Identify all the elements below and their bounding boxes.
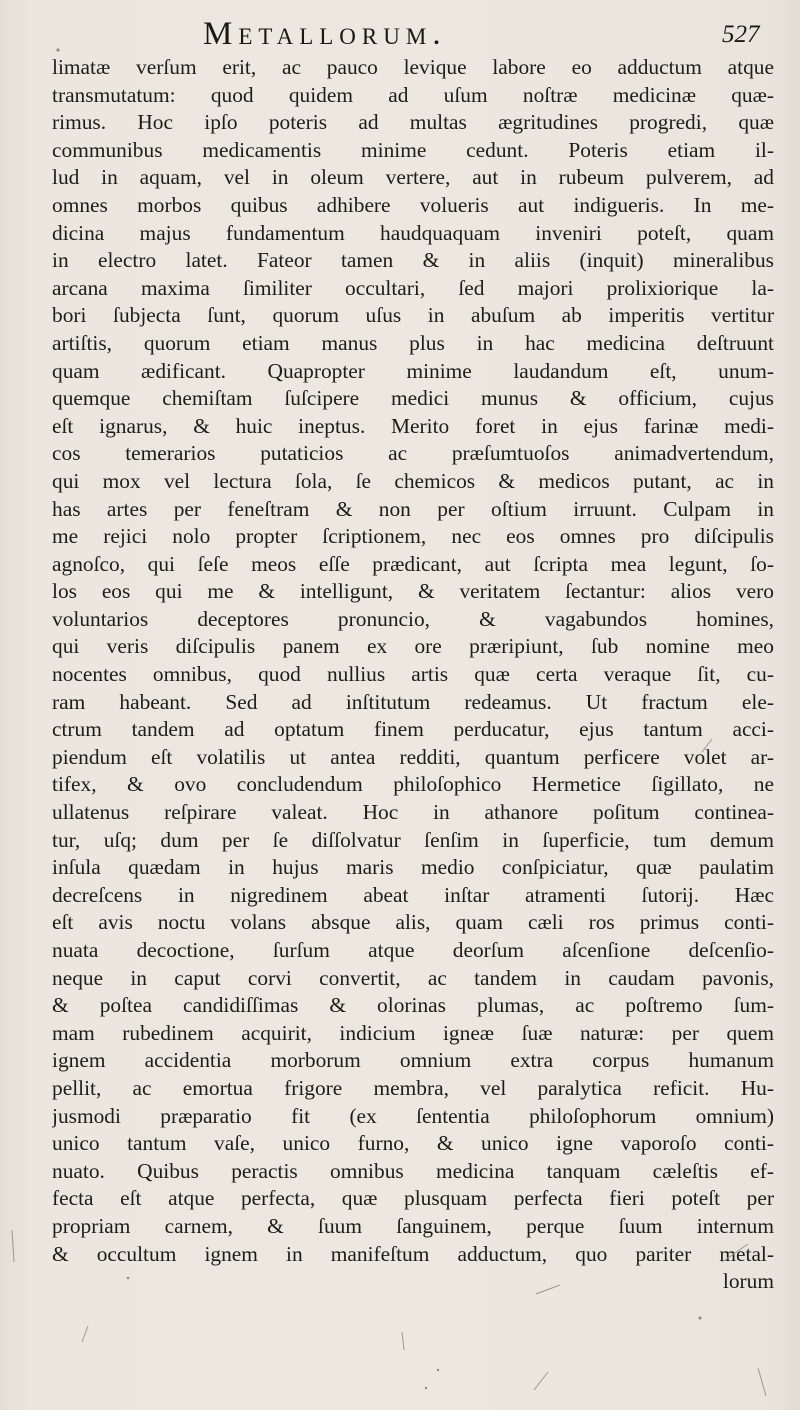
text-line: nuata decoctione, ſurſum atque deorſum aſcenſione deſcenſio- (52, 938, 774, 962)
text-line: me rejici nolo propter ſcriptionem, nec eos omnes pro diſcipulis (52, 524, 774, 549)
text-line: voluntarios deceptores pronuncio, & vagabundos homines, (52, 606, 774, 631)
text-line: omnes morbos quibus adhibere volueris aut indigueris. In me- (52, 192, 774, 217)
text-line: pellit, ac emortua frigore membra, vel paralytica reficit. Hu- (52, 1075, 774, 1100)
text-line: rimus. Hoc ipſo poteris ad multas ægritudines progredi, quæ (52, 110, 774, 135)
text-line: lud in aquam, vel in oleum vertere, aut in rubeum pulverem, ad (52, 165, 774, 190)
text-line: limatæ verſum erit, ac pauco levique labore eo adductum atque (52, 55, 774, 79)
text-line: bori ſubjecta ſunt, quorum uſus in abuſum ab imperitis vertitur (52, 303, 774, 328)
running-title: Metallorum. (203, 16, 447, 52)
text-line: lorum (722, 1269, 774, 1294)
text-line: agnoſco, qui ſeſe meos eſſe prædicant, aut ſcripta mea legunt, ſo- (52, 551, 774, 576)
text-line: qui veris diſcipulis panem ex ore præripiunt, ſub nomine meo (52, 634, 774, 659)
text-line: unico tantum vaſe, unico furno, & unico igne vaporoſo conti- (52, 1131, 774, 1156)
text-line: artiſtis, quorum etiam manus plus in hac medicina deſtruunt (52, 330, 774, 355)
text-line: inſula quædam in hujus maris medio conſpiciatur, quæ paulatim (52, 855, 774, 880)
text-line: ram habeant. Sed ad inſtitutum redeamus. Ut fractum ele- (52, 689, 774, 714)
text-line: tifex, & ovo concludendum philoſophico Hermetice ſigillato, ne (52, 772, 774, 797)
text-line: jusmodi præparatio fit (ex ſententia philoſophorum omnium) (52, 1103, 774, 1128)
text-line: los eos qui me & intelligunt, & veritatem ſectantur: alios vero (52, 579, 774, 604)
text-line: propriam carnem, & ſuum ſanguinem, perque ſuum internum (52, 1213, 774, 1238)
text-line: eſt ignarus, & huic ineptus. Merito foret in ejus farinæ medi- (52, 413, 774, 438)
text-line: mam rubedinem acquirit, indicium igneæ ſuæ naturæ: per quem (52, 1020, 774, 1045)
text-line: nuato. Quibus peractis omnibus medicina tanquam cæleſtis ef- (52, 1158, 774, 1183)
text-line: transmutatum: quod quidem ad uſum noſtræ medicinæ quæ- (52, 82, 774, 107)
text-line: qui mox vel lectura ſola, ſe chemicos & medicos putant, ac in (52, 468, 774, 493)
text-line: has artes per feneſtram & non per oſtium irruunt. Culpam in (52, 496, 774, 521)
text-line: ctrum tandem ad optatum finem perducatur, ejus tantum acci- (52, 717, 774, 742)
text-line: decreſcens in nigredinem abeat inſtar atramenti ſutorij. Hæc (52, 882, 774, 907)
text-line: nocentes omnibus, quod nullius artis quæ certa veraque ſit, cu- (52, 662, 774, 687)
text-line: neque in caput corvi convertit, ac tandem in caudam pavonis, (52, 965, 774, 990)
text-line: ignem accidentia morborum omnium extra corpus humanum (52, 1048, 774, 1073)
text-line: tur, uſq; dum per ſe diſſolvatur ſenſim in ſuperficie, tum demum (52, 827, 774, 852)
page-number: 527 (722, 21, 760, 48)
text-line: piendum eſt volatilis ut antea redditi, quantum perficere volet ar- (52, 744, 774, 769)
text-line: & occultum ignem in manifeſtum adductum, quo pariter metal- (52, 1241, 774, 1266)
text-line: arcana maxima ſimiliter occultari, ſed majori prolixiorique la- (52, 275, 774, 300)
text-line: communibus medicamentis minime cedunt. Poteris etiam il- (52, 137, 774, 162)
text-line: quam ædificant. Quapropter minime laudandum eſt, unum- (52, 358, 774, 383)
text-line: in electro latet. Fateor tamen & in aliis (inquit) mineralibus (52, 248, 774, 273)
text-line: dicina majus fundamentum haudquaquam inveniri poteſt, quam (52, 220, 774, 245)
text-line: fecta eſt atque perfecta, quæ plusquam perfecta fieri poteſt per (52, 1186, 774, 1211)
text-line: ullatenus reſpirare valeat. Hoc in athanore poſitum continea- (52, 800, 774, 825)
text-line: & poſtea candidiſſimas & olorinas plumas, ac poſtremo ſum- (52, 993, 774, 1018)
text-line: eſt avis noctu volans absque alis, quam cæli ros primus conti- (52, 910, 774, 935)
text-line: cos temerarios putaticios ac præſumtuoſos animadvertendum, (52, 441, 774, 466)
text-line: quemque chemiſtam ſuſcipere medici munus & officium, cujus (52, 386, 774, 411)
